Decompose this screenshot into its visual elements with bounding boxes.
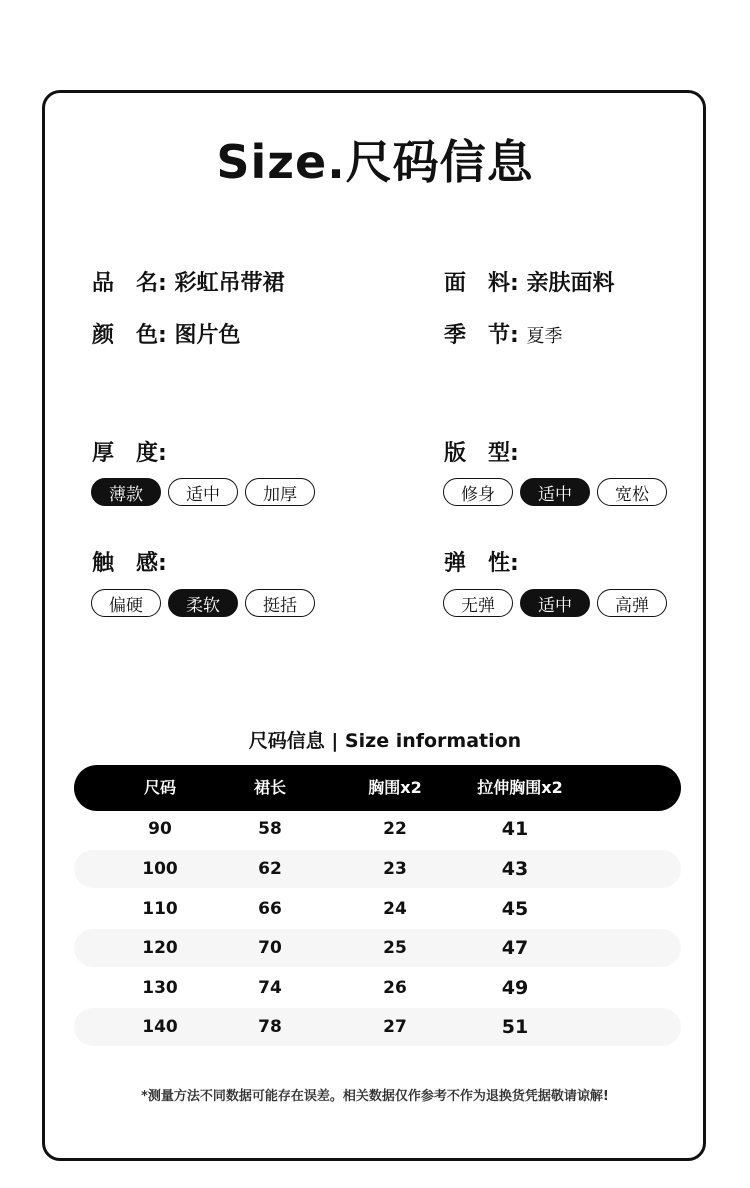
cell-length: 70 bbox=[258, 938, 282, 958]
cell-bust: 26 bbox=[383, 978, 407, 998]
cell-stretch-bust: 41 bbox=[501, 818, 529, 840]
season-value: 夏季 bbox=[526, 326, 563, 347]
product-name-row bbox=[92, 266, 285, 297]
table-row bbox=[74, 850, 681, 888]
cell-bust: 27 bbox=[383, 1017, 407, 1037]
cell-stretch-bust: 51 bbox=[501, 1016, 529, 1038]
header-bust: 胸围x2 bbox=[368, 778, 422, 797]
fabric-row bbox=[444, 266, 615, 297]
size-table-header bbox=[74, 765, 681, 811]
header-stretch-bust: 拉伸胸围x2 bbox=[477, 778, 563, 797]
thickness-option: 薄款 bbox=[91, 478, 161, 506]
table-row bbox=[74, 890, 681, 928]
thickness-label: 厚 度: bbox=[92, 441, 167, 466]
cell-bust: 25 bbox=[383, 938, 407, 958]
size-table-title: 尺码信息 | Size information bbox=[248, 730, 522, 752]
elasticity-option: 高弹 bbox=[597, 589, 667, 617]
header-length: 裙长 bbox=[253, 778, 287, 797]
color-value: 图片色 bbox=[174, 323, 241, 348]
page-title: Size.尺码信息 bbox=[216, 135, 534, 189]
table-row bbox=[74, 1008, 681, 1046]
cell-bust: 24 bbox=[383, 899, 407, 919]
measurement-disclaimer: *测量方法不同数据可能存在误差。相关数据仅作参考不作为退换货凭据敬请谅解! bbox=[141, 1089, 609, 1104]
color-label: 颜 色: bbox=[92, 323, 167, 348]
fabric-value: 亲肤面料 bbox=[526, 271, 615, 296]
thickness-options bbox=[91, 478, 315, 506]
cell-length: 78 bbox=[258, 1017, 282, 1037]
elasticity-options bbox=[443, 589, 667, 617]
cell-size: 100 bbox=[142, 859, 178, 879]
header-size: 尺码 bbox=[143, 778, 177, 797]
thickness-option: 加厚 bbox=[245, 478, 315, 506]
product-name-value: 彩虹吊带裙 bbox=[174, 271, 285, 296]
cell-stretch-bust: 43 bbox=[501, 858, 529, 880]
fit-option: 修身 bbox=[443, 478, 513, 506]
product-name-label: 品 名: bbox=[92, 271, 167, 296]
elasticity-label: 弹 性: bbox=[444, 551, 519, 576]
cell-size: 90 bbox=[148, 819, 172, 839]
fit-option: 适中 bbox=[520, 478, 590, 506]
table-row bbox=[74, 929, 681, 967]
touch-option: 挺括 bbox=[245, 589, 315, 617]
cell-stretch-bust: 49 bbox=[501, 977, 529, 999]
cell-length: 74 bbox=[258, 978, 282, 998]
color-row bbox=[92, 318, 241, 349]
cell-length: 62 bbox=[258, 859, 282, 879]
fabric-label: 面 料: bbox=[444, 271, 519, 296]
table-row bbox=[74, 810, 681, 848]
cell-stretch-bust: 45 bbox=[501, 898, 529, 920]
touch-option: 偏硬 bbox=[91, 589, 161, 617]
cell-size: 130 bbox=[142, 978, 178, 998]
cell-size: 120 bbox=[142, 938, 178, 958]
cell-size: 110 bbox=[142, 899, 178, 919]
elasticity-option: 无弹 bbox=[443, 589, 513, 617]
cell-bust: 22 bbox=[383, 819, 407, 839]
cell-size: 140 bbox=[142, 1017, 178, 1037]
cell-length: 66 bbox=[258, 899, 282, 919]
season-label: 季 节: bbox=[444, 323, 519, 348]
cell-bust: 23 bbox=[383, 859, 407, 879]
thickness-option: 适中 bbox=[168, 478, 238, 506]
table-row bbox=[74, 969, 681, 1007]
cell-stretch-bust: 47 bbox=[501, 937, 529, 959]
touch-label: 触 感: bbox=[92, 551, 167, 576]
touch-option: 柔软 bbox=[168, 589, 238, 617]
cell-length: 58 bbox=[258, 819, 282, 839]
season-row bbox=[444, 318, 562, 349]
touch-options bbox=[91, 589, 315, 617]
elasticity-option: 适中 bbox=[520, 589, 590, 617]
fit-option: 宽松 bbox=[597, 478, 667, 506]
fit-label: 版 型: bbox=[444, 441, 519, 466]
fit-options bbox=[443, 478, 667, 506]
